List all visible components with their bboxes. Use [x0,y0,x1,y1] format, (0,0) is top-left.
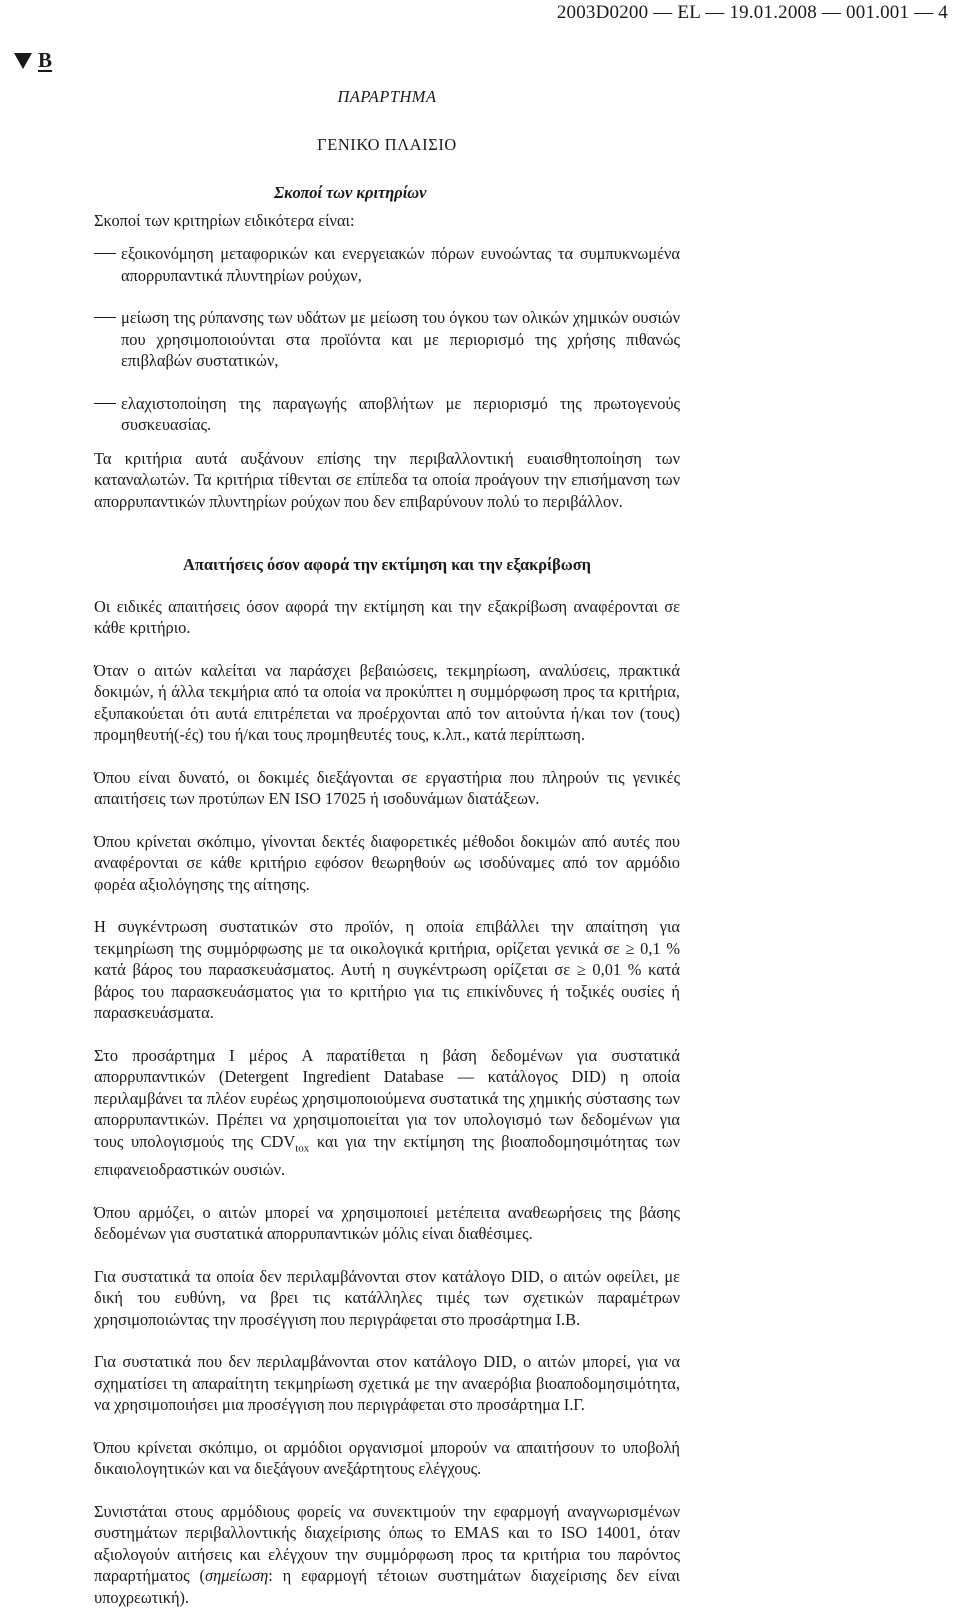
requirements-paragraph: Η συγκέντρωση συστατικών στο προϊόν, η οποία επιβάλλει την απαίτηση για τεκμηρίωση της συμμόρφωσης με τα οικολογικά κριτήρια, ορίζεται γενικά σε ≥ 0,1 % κατά βάρος του παρασκευάσματος. Αυτή η συγκέντρωση ορίζεται σε ≥ 0,01 % κατά βάρος του παρασκευάσματος για το κριτήριο για τις επικίνδυνες ή τοξικές ουσίες ή παρασκευάσματα. [94,917,680,1022]
requirements-paragraph: Όπου κρίνεται σκόπιμο, γίνονται δεκτές διαφορετικές μέθοδοι δοκιμών από αυτές που αναφέρονται σε κάθε κριτήριο εφόσον θεωρηθούν ως ισοδύναμες από τον αρμόδιο φορέα αξιολόγησης της αίτησης. [94,831,680,894]
amendment-marker-letter: B [38,48,53,72]
general-framework-title: ΓΕΝΙΚΟ ΠΛΑΙΣΙΟ [317,134,457,154]
dash-icon [94,253,116,254]
did-paragraph-text-end: και για την εκτίμηση της βιοαποδομησιμότητας των επιφανειοδραστικών ουσιών. [94,1131,680,1180]
document-reference-code: 2003D0200 — EL — 19.01.2008 — 001.001 — 4 [556,2,948,23]
did-paragraph-text: Στο προσάρτημα I μέρος A παρατίθεται η βάση δεδομένων για συστατικά απορρυπαντικών (Detergent Ingredient Database — κατάλογος DID) η οποία περιλαμβάνει τα πλέον ευρέως χρησιμοποιούμενα συστατικά της χημικής σύστασης των απορρυπαντικών. Πρέπει να χρησιμοποιείται για τον υπολογισμό των δεδομένων για τους υπολογισμούς της CDV [94,1045,680,1151]
requirements-paragraph: Όπου είναι δυνατό, οι δοκιμές διεξάγονται σε εργαστήρια που πληρούν τις γενικές απαιτήσεις των προτύπων EN ISO 17025 ή ισοδυνάμων διατάξεων. [94,767,680,808]
annex-label: ΠΑΡΑΡΤΗΜΑ [337,87,437,106]
ems-paragraph-text-end: : η εφαρμογή τέτοιων συστημάτων διαχείρισης δεν είναι υποχρεωτική). [94,1566,681,1607]
requirements-paragraph: Όπου αρμόζει, ο αιτών μπορεί να χρησιμοποιεί μετέπειτα αναθεωρήσεις της βάσης δεδομένων για συστατικά απορρυπαντικών μόλις είναι διαθέσιμες. [94,1202,680,1244]
requirements-paragraph: Οι ειδικές απαιτήσεις όσον αφορά την εκτίμηση και την εξακρίβωση αναφέρονται σε κάθε κριτήριο. [94,596,680,637]
requirements-paragraph: Όπου κρίνεται σκόπιμο, οι αρμόδιοι οργανισμοί μπορούν να απαιτήσουν το υποβολή δικαιολογητικών και να διεξάγουν ανεξάρτητους ελέγχους. [94,1437,680,1479]
down-triangle-icon [14,53,32,69]
requirements-paragraph: Για συστατικά τα οποία δεν περιλαμβάνονται στον κατάλογο DID, ο αιτών οφείλει, με δική του ευθύνη, να βρει τις κατάλληλες τιμές των σχετικών παραμέτρων χρησιμοποιώντας την προσέγγιση που περιγράφεται στο προσάρτημα I.B. [94,1266,680,1329]
list-item [94,243,680,286]
requirements-heading: Απαιτήσεις όσον αφορά την εκτίμηση και την εξακρίβωση [183,555,591,574]
requirements-paragraph: Για συστατικά που δεν περιλαμβάνονται στον κατάλογο DID, ο αιτών μπορεί, για να σχηματίσει τη απαραίτητη τεκμηρίωση σχετικά με την αναερόβια βιοαποδομησιμότητα, να χρησιμοποιήσει μια προσέγγιση που περιγράφεται στο προσάρτημα I.Γ. [94,1352,680,1415]
aims-intro: Σκοποί των κριτηρίων ειδικότερα είναι: [94,210,355,230]
requirements-paragraph: Όταν ο αιτών καλείται να παράσχει βεβαιώσεις, τεκμηρίωση, αναλύσεις, πρακτικά δοκιμών, ή άλλα τεκμήρια από τα οποία να προκύπτει η συμμόρφωση προς τα κριτήρια, εξυπακούεται ότι αυτά επιτρέπεται να προέρχονται από τον αιτούντα ή/και τον (τους) προμηθευτή(-ές) του ή/και τους προμηθευτές τους, κ.λπ., κατά περίπτωση. [94,660,680,744]
dash-icon [94,317,116,318]
cdv-subscript: tox [295,1141,310,1154]
did-database-paragraph [94,1045,680,1181]
list-item-text: μείωση της ρύπανσης των υδάτων με μείωση του όγκου των ολικών χημικών ουσιών που χρησιμοποιούνται στα προϊόντα και με περιορισμό της χρήσης πιθανώς επιβλαβών συστατικών, [121,308,680,370]
amendment-marker [14,48,52,73]
dash-icon [94,403,116,404]
list-item-text: εξοικονόμηση μεταφορικών και ενεργειακών πόρων ευνοώντας τα συμπυκνωμένα απορρυπαντικά πλυντηρίων ρούχων, [121,244,680,285]
note-label: σημείωση [204,1566,269,1586]
aims-paragraph: Τα κριτήρια αυτά αυξάνουν επίσης την περιβαλλοντική ευαισθητοποίηση των καταναλωτών. Τα κριτήρια τίθενται σε επίπεδα τα οποία προάγουν την επισήμανση των απορρυπαντικών πλυντηρίων ρούχων που δεν επιβαρύνουν πολύ το περιβάλλον. [94,448,680,511]
list-item-text: ελαχιστοποίηση της παραγωγής αποβλήτων με περιορισμό της πρωτογενούς συσκευασίας. [121,393,680,434]
list-item [94,393,680,436]
ems-paragraph-text: Συνιστάται στους αρμόδιους φορείς να συνεκτιμούν την εφαρμογή αναγνωρισμένων συστημάτων περιβαλλοντικής διαχείρισης όπως το EMAS και το ISO 14001, όταν αξιολογούν αιτήσεις και ελέγχουν την συμμόρφωση προς τα κριτήρια του παρόντος παραρτήματος ( [94,1501,680,1586]
list-item [94,307,680,372]
ems-paragraph [94,1501,680,1608]
document-body [94,82,680,1608]
aims-heading: Σκοποί των κριτηρίων [274,183,427,202]
